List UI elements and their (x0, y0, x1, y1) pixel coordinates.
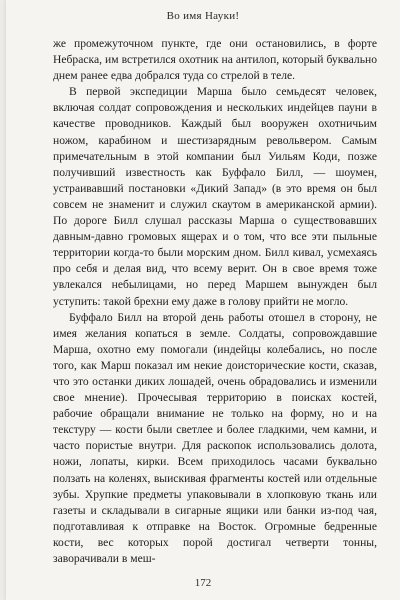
body-text (53, 36, 377, 567)
paragraph-3: Буффало Билл на второй день работы отошел в сторону, не имея желания копаться в земле. Солдаты, сопровождавшие Марша, охотно ему помогали (индейцы колебались, но после того, как Марш показал им некие доисторические кости, сказав, что это останки диких лошадей, очень обрадовались и изменили свое мнение). Прочесывая территорию в поисках костей, рабочие обращали внимание не только на форму, но и на текстуру — кости были светлее и более гладкими, чем камни, и часто пористые внутри. Для раскопок использовались долота, ножи, лопаты, кирки. Всем приходилось часами буквально ползать на коленях, выискивая фрагменты костей или отдельные зубы. Хрупкие предметы упаковывали в хлопковую ткань или газеты и складывали в сигарные ящики или банки из-под чая, подготавливая к отправке на Восток. Огромные бедренные кости, вес которых порой достигал четверти тонны, заворачивали в меш- (53, 310, 377, 565)
page-number: 172 (194, 577, 212, 589)
book-page (6, 0, 400, 600)
paragraph-2: В первой экспедиции Марша было семьдесят человек, включая солдат сопровождения и нескольких индейцев пауни в качестве проводников. Каждый был вооружен охотничьим ножом, карабином и шестизарядным револьвером. Самым примечательным в этой компании был Уильям Коди, позже получивший известность как Буффало Билл, — шоумен, устраивавший постановки «Дикий Запад» (в это время он был совсем не знаменит и служил скаутом в американской армии). По дороге Билл слушал рассказы Марша о существовавших давным-давно громовых ящерах и о том, что все эти пыльные территории когда-то были морским дном. Билл кивал, усмехаясь про себя и делая вид, что всему верит. Он в свое время тоже увлекался небылицами, но перед Маршем вынужден был уступить: такой брехни ему даже в голову прийти не могло. (53, 85, 377, 308)
paragraph-1: же промежуточном пункте, где они остановились, в форте Небраска, им встретился охотник на антилоп, который буквально днем ранее едва добрался туда со стрелой в теле. (53, 37, 377, 83)
running-head: Во имя Науки! (166, 10, 240, 22)
